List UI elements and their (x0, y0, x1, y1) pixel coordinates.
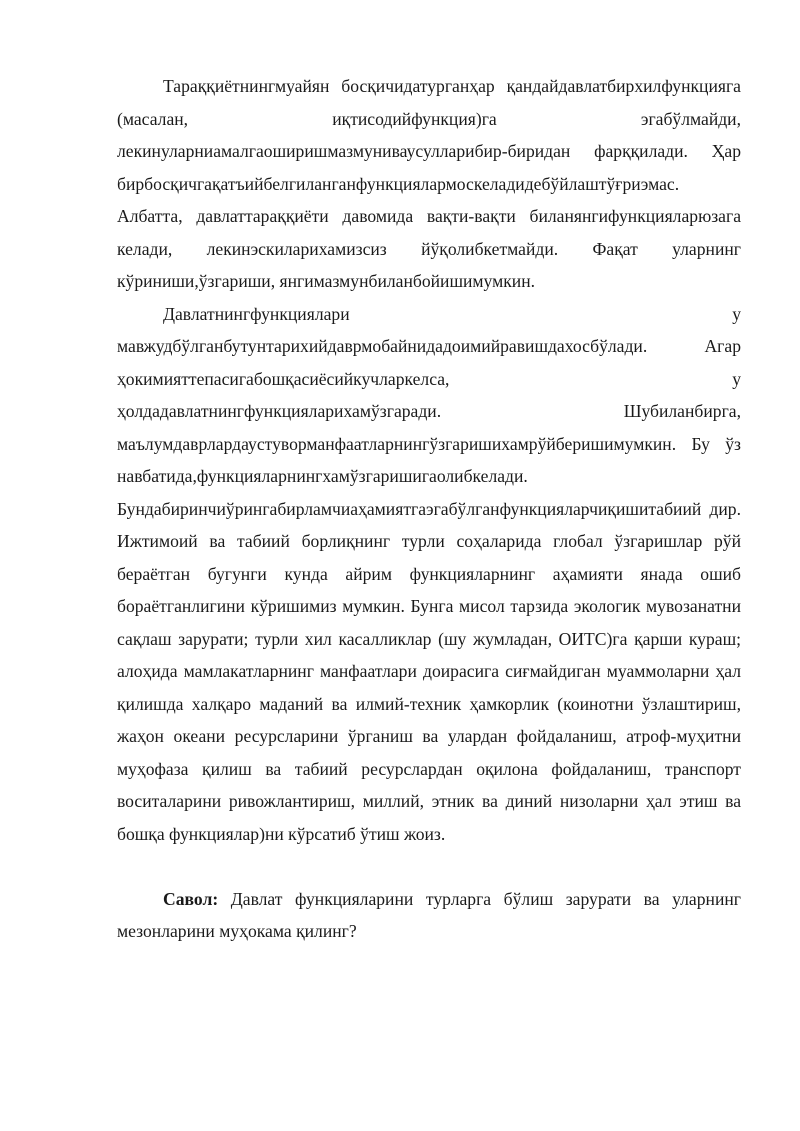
question-label: Савол: (163, 888, 219, 909)
question-text: Давлат функцияларини турларга бўлиш зарурати ва уларнинг мезонларини муҳокама қилинг? (117, 888, 741, 941)
question-paragraph (117, 883, 741, 948)
paragraph-spacer (117, 850, 741, 883)
paragraph-state-development: Тараққиётнингмуайян босқичидатурганҳар қандайдавлатбирхилфункцияга (масалан, иқтисодийфункция)га эгабўлмайди, лекинуларниамалгаоширишмазмуниваусулларибир-биридан фарққилади. Ҳар бирбосқичгақатъийбелгиланганфункциялармоскеладидебўйлаштўғриэмас. Албатта, давлаттараққиёти давомида вақти-вақти биланянгифункцияларюзага келади, лекинэскиларихамизсиз йўқолибкетмайди. Фақат уларнинг кўриниши,ўзгариши, янгимазмунбиланбойишимумкин. (117, 76, 741, 291)
paragraph-state-functions: Давлатнингфункциялари у мавжудбўлганбутунтарихийдаврмобайнидадоимийравишдахосбўлади. Агар ҳокимияттепасигабошқасиёсийкучларкелса, у ҳолдадавлатнингфункцияларихамўзгаради. Шубиланбирга, маълумдаврлардаустуворманфаатларнингўзгаришихамрўйберишимумкин. Бу ўз навбатида,функцияларнингхамўзгаришигаолибкелади. Бундабиринчиўрингабирламчиаҳамиятгаэгабўлганфункцияларчиқишитабиий дир. Ижтимоий ва табиий борлиқнинг турли соҳаларида глобал ўзгаришлар рўй бераётган бугунги кунда айрим функцияларнинг аҳамияти янада ошиб бораётганлигини кўришимиз мумкин. Бунга мисол тарзида экологик мувозанатни сақлаш зарурати; турли хил касалликлар (шу жумладан, ОИТС)га қарши кураш; алоҳида мамлакатларнинг манфаатлари доирасига сиғмайдиган муаммоларни ҳал қилишда халқаро маданий ва илмий-техник ҳамкорлик (коинотни ўзлаштириш, жаҳон океани ресурсларини ўрганиш ва улардан фойдаланиш, атроф-муҳитни муҳофаза қилиш ва табиий ресурслардан оқилона фойдаланиш, транспорт воситаларини ривожлантириш, миллий, этник ва диний низоларни ҳал этиш ва бошқа функциялар)ни кўрсатиб ўтиш жоиз. (117, 303, 741, 844)
document-body (117, 70, 741, 948)
